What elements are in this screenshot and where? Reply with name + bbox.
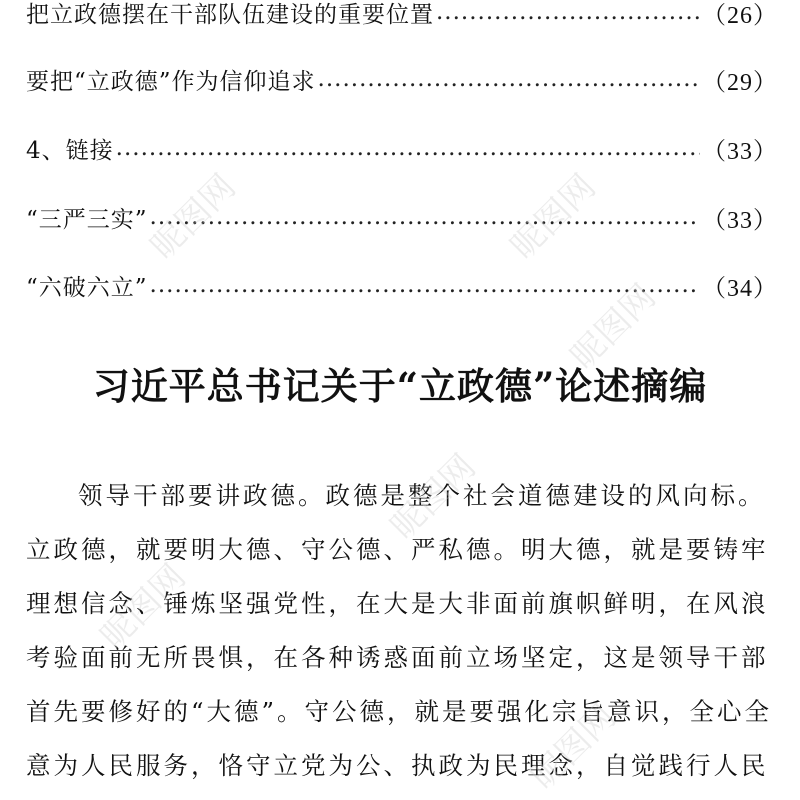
toc-entry-title: “三严三实” — [26, 206, 148, 233]
watermark: 昵图网 — [143, 166, 244, 268]
section-heading: 习近平总书记关于“立政德”论述摘编 — [92, 364, 708, 408]
toc-entry[interactable] — [26, 128, 778, 168]
watermark: 昵图网 — [503, 166, 604, 268]
toc-leader-dots — [150, 272, 700, 298]
watermark: 昵图网 — [383, 446, 484, 548]
body-line: 理想信念、锤炼坚强党性，在大是大非面前旗帜鲜明，在风浪 — [26, 589, 769, 618]
toc-entry[interactable] — [26, 197, 778, 237]
body-line: 首先要修好的“大德”。守公德，就是要强化宗旨意识，全心全 — [26, 697, 773, 726]
body-line: 意为人民服务，恪守立党为公、执政为民理念，自觉践行人民 — [26, 751, 769, 780]
body-line: 考验面前无所畏惧，在各种诱惑面前立场坚定，这是领导干部 — [26, 643, 769, 672]
toc-entry[interactable] — [26, 265, 778, 305]
toc-leader-dots — [436, 0, 700, 25]
toc-entry[interactable] — [26, 59, 778, 99]
watermark: 昵图网 — [523, 696, 624, 798]
toc-entry-title: 要把“立政德”作为信仰追求 — [26, 68, 316, 95]
toc-entry-title: “六破六立” — [26, 274, 148, 301]
toc-leader-dots — [318, 66, 700, 92]
toc-entry-page: （29） — [702, 69, 778, 96]
toc-leader-dots — [150, 204, 700, 230]
section-body — [26, 469, 778, 793]
body-line: 立政德，就要明大德、守公德、严私德。明大德，就是要铸牢 — [26, 535, 769, 564]
toc-entry[interactable] — [26, 0, 778, 32]
toc-entry-page: （26） — [702, 2, 778, 29]
toc-entry-page: （33） — [702, 138, 778, 165]
toc-leader-dots — [116, 135, 700, 161]
toc-entry-page: （34） — [702, 275, 778, 302]
toc-entry-page: （33） — [702, 207, 778, 234]
toc-entry-title: 4、链接 — [26, 137, 114, 164]
toc-entry-title: 把立政德摆在干部队伍建设的重要位置 — [26, 1, 434, 28]
body-line: 领导干部要讲政德。政德是整个社会道德建设的风向标。 — [78, 481, 766, 510]
watermark: 昵图网 — [93, 556, 194, 658]
watermark: 昵图网 — [563, 276, 664, 378]
